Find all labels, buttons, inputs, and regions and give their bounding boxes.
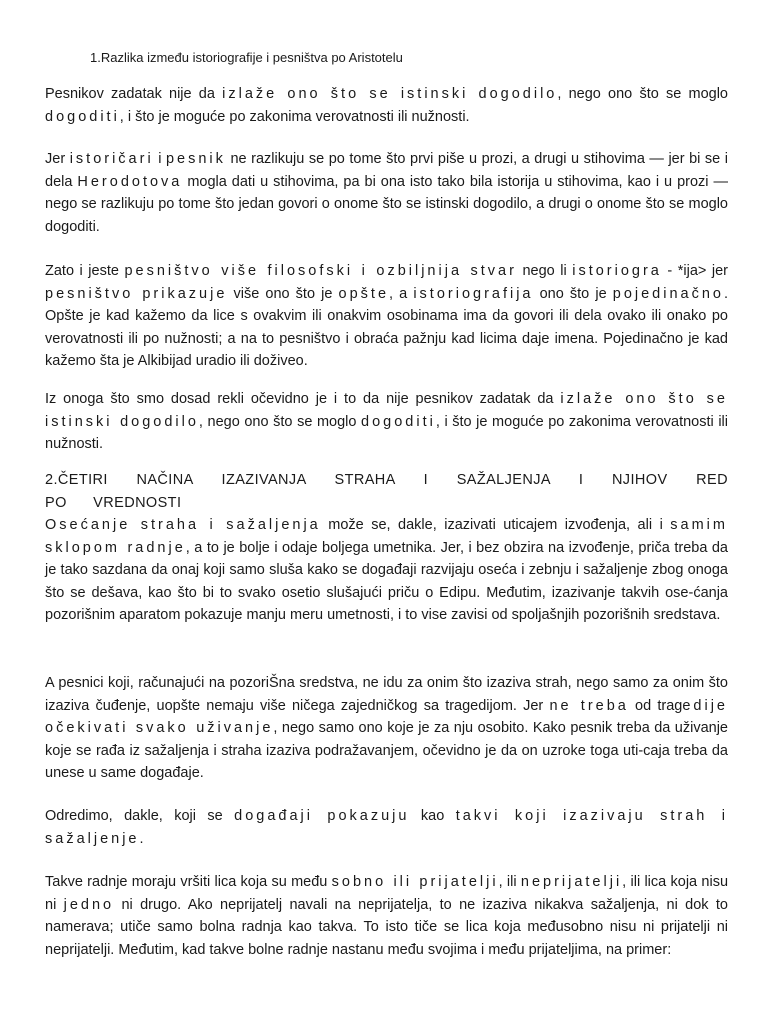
spaced-text: pesništvo prikazuje [45,285,228,302]
spaced-text: istoriografija [413,285,534,302]
section-heading-1: 1.Razlika između istoriografije i pesništva po Aristotelu [90,50,403,65]
spaced-text: događaji pokazuju [234,808,410,824]
text-run: kao [409,808,456,824]
text-run: može se, dakle, izazivati uticajem izvođenja, ali i [320,517,671,533]
text-run: A pesnici koji, računajući na pozoriŠna sredstva, ne idu za onim što izaziva strah, nego samo za onim što izaziva čuđenje, uopšte nemaju više ničega zajedničkog sa tragedijom. Jer [45,675,728,714]
text-run: Zato i jeste [45,263,125,279]
text-run: i [153,151,166,167]
text-run: mogla dati u stihovima, pa bi ona isto tako bila istorija u stihovima, kao i u prozi — nego se razlikuju po tome što jedan govori o onome što se istinski dogodilo, a drugi o onome što se moglo dogoditi. [45,173,728,235]
paragraph-7 [45,805,728,850]
paragraph-6 [45,672,728,785]
text-run: Pesnikov zadatak nije da [45,86,223,102]
text-run: ono što je [533,285,613,302]
text-run: Iz onoga što smo dosad rekli očevidno je i to da nije pesnikov zadatak da [45,391,561,407]
text-run: , nego ono što se moglo [198,413,362,430]
spaced-text: pesništvo više filosofski i ozbiljnija stvar [124,263,517,279]
spaced-text: sobno ili prijatelji [331,874,499,890]
section-heading-2: 2.ČETIRI NAČINA IZAZIVANJA STRAHA I SAŽALJENJA I NJIHOV RED PO VREDNOSTI [45,472,728,511]
text-run: nego li [516,263,573,279]
text-run: više ono što je [227,285,339,302]
text-run: od trag [628,697,683,714]
spaced-text: istoriogra [572,263,662,279]
paragraph-3 [45,260,728,373]
spaced-text: neprijatelji [520,874,623,890]
spaced-text: pesnik [165,151,226,167]
spaced-text: opšte [338,285,390,302]
text-run: , i što je moguće po zakonima verovatnosti ili nužnosti. [119,108,470,125]
text-run: ni drugo. Ako neprijatelj navali na neprijatelja, to ne izaziva nikakva sažaljenja, ni dok to namerava; utiče samo bolna radnja kao takva. To isto tiče se lica koja međusobno nisu ni prijatelji ni neprijatelji. Međutim, kad takve bolne radnje nastanu među svojima i među prijateljima, na primer: [45,896,728,958]
spaced-text: Herodotova [77,173,183,190]
text-run: , ili lica koja nisu ni [45,874,729,913]
text-run: . [139,830,144,847]
spaced-text: dogoditi [45,108,120,125]
spaced-text: Osećanje straha i sažaljenja [45,517,321,533]
text-run: . Opšte je kad kažemo da lice s ovakvim ili onakvim osobinama ima da govori ili dela ovako ili onako po verovatnosti ili po nužnosti; a na to pesništvo i obraća pažnju kad licima daje imena. Pojedinačno je kad kažemo šta je Alkibijad uradio ili doživeo. [45,285,728,369]
text-run: , a [389,285,414,302]
text-run: , ili [498,874,521,890]
text-run: , nego ono što se moglo [557,86,728,102]
spaced-text: edije očekivati svako uživanje [45,697,728,736]
spaced-text: dogoditi [361,413,436,430]
spaced-text: ne treba [549,697,629,714]
text-run: Takve radnje moraju vršiti lica koja su među [45,874,332,890]
spaced-text: pojedinačno [612,285,724,302]
paragraph-1 [45,83,728,128]
text-run: Jer [45,151,70,167]
spaced-text: jedno [63,896,115,913]
text-run: Odredimo, dakle, koji se [45,808,235,824]
text-run: , nego samo ono koje je za nju osobito. Kako pesnik treba da uživanje koje se rađa iz sažaljenja i straha izaziva podražavanjem, očevidno je da on uzroke toga uti-caja treba da unese u same događaje. [45,720,728,781]
spaced-text: samim sklopom radnje [45,517,728,556]
paragraph-2 [45,148,728,238]
paragraph-5 [45,514,728,627]
paragraph-4 [45,388,728,456]
text-run: , i što je moguće po zakonima verovatnosti ili nužnosti. [45,413,728,452]
text-run: , a to je bolje i odaje boljega umetnika. Jer, i bez obzira na izvođenje, priča treba da je tako sazdana da onaj koji samo sluša kako se događaji razvijaju oseća i zebnju i sažaljenje zbog onoga što se dešava, kao što bi to svako osetio slušajući priču o Edipu. Međutim, izazivanje takvih ose-ćanja pozorišnim aparatom pokazuje manju meru umetnosti, i to vise zavisi od spoljašnjih pozorišnih sredstava. [45,539,728,623]
spaced-text: izlaže ono što se istinski dogodilo [45,391,728,430]
text-run: - *ija> jer [661,263,728,279]
spaced-text: istoričari [69,151,154,167]
spaced-text: izlaže ono što se istinski dogodilo [222,86,558,102]
spaced-text: takvi koji izazivaju strah i sažaljenje [45,808,729,847]
text-run: ne razlikuju se po tome što prvi piše u prozi, a drugi u stihovima — jer bi se i dela [45,151,729,190]
paragraph-8 [45,871,728,961]
